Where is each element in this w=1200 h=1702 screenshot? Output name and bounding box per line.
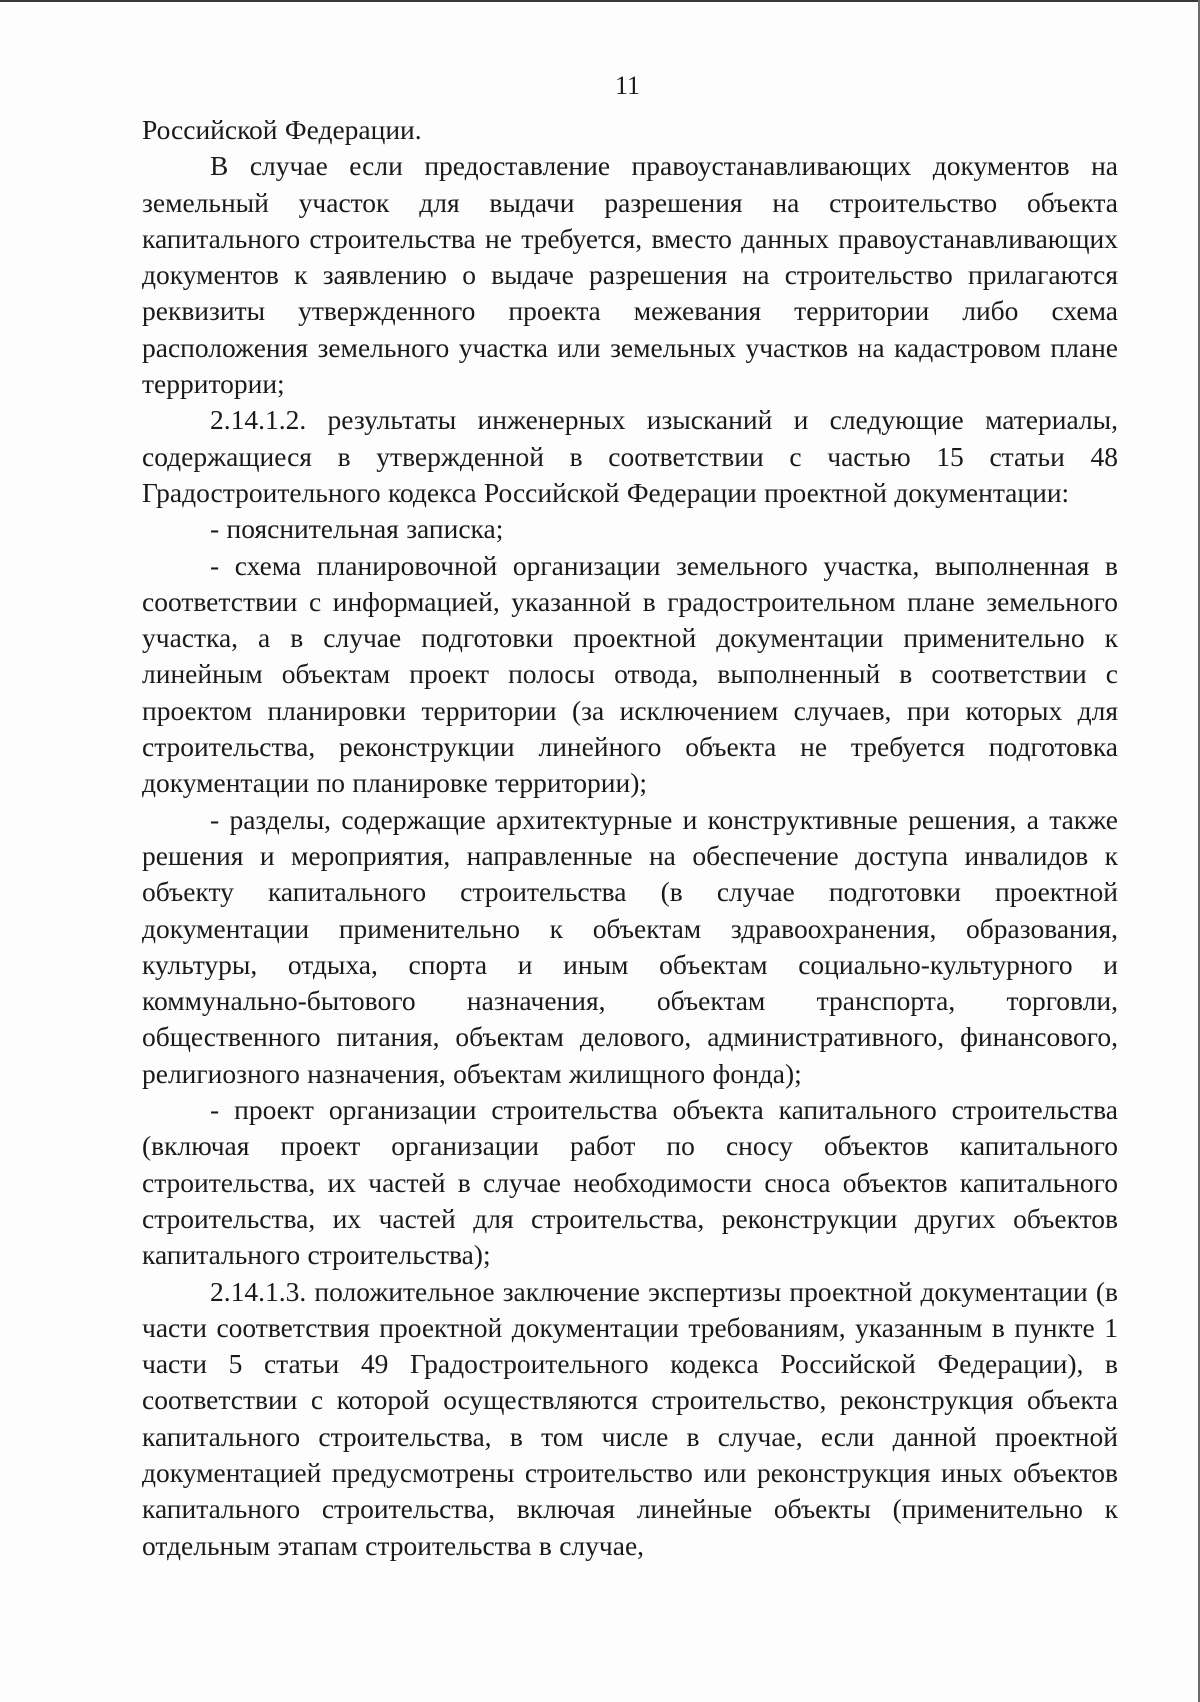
paragraph-title-documents-note: В случае если предоставление правоустанавливающих документов на земельный участок для выдачи разрешения на строительство объекта капитального строительства не требуется, вместо данных правоустанавливающих документов к заявлению о выдаче разрешения на строительство прилагаются реквизиты утвержденного проекта межевания территории либо схема расположения земельного участка или земельных участков на кадастровом плане территории; <box>142 150 1118 400</box>
document-body <box>142 112 1118 1564</box>
paragraph-item-2-14-1-2: 2.14.1.2. результаты инженерных изысканий и следующие материалы, содержащиеся в утвержденной в соответствии с частью 15 статьи 48 Градостроительного кодекса Российской Федерации проектной документации: <box>142 404 1118 508</box>
paragraph-continuation: Российской Федерации. <box>142 114 422 145</box>
paragraph-bullet-architecture-sections: - разделы, содержащие архитектурные и конструктивные решения, а также решения и мероприятия, направленные на обеспечение доступа инвалидов к объекту капитального строительства (в случае подготовки проектной документации применительно к объектам здравоохранения, образования, культуры, отдыха, спорта и иным объектам социально-культурного и коммунально-бытового назначения, объектам транспорта, торговли, общественного питания, объектам делового, административного, финансового, религиозного назначения, объектам жилищного фонда); <box>142 803 1118 1089</box>
paragraph-bullet-construction-project: - проект организации строительства объекта капитального строительства (включая проект организации работ по сносу объектов капитального строительства, их частей в случае необходимости сноса объектов капитального строительства, их частей для строительства, реконструкции других объектов капитального строительства); <box>142 1094 1118 1271</box>
page-number: 11 <box>614 71 641 100</box>
paragraph-bullet-site-plan: - схема планировочной организации земельного участка, выполненная в соответствии с информацией, указанной в градостроительном плане земельного участка, а в случае подготовки проектной документации применительно к линейным объектам проект полосы отвода, выполненный в соответствии с проектом планировки территории (за исключением случаев, при которых для строительства, реконструкции линейного объекта не требуется подготовка документации по планировке территории); <box>142 549 1118 799</box>
paragraph-item-2-14-1-3: 2.14.1.3. положительное заключение экспертизы проектной документации (в части соответствия проектной документации требованиям, указанным в пункте 1 части 5 статьи 49 Градостроительного кодекса Российской Федерации), в соответствии с которой осуществляются строительство, реконструкция объекта капитального строительства, в том числе в случае, если данной проектной документацией предусмотрены строительство или реконструкция иных объектов капитального строительства, включая линейные объекты (применительно к отдельным этапам строительства в случае, <box>142 1275 1118 1561</box>
scan-edge-top <box>0 0 1200 2</box>
paragraph-bullet-explanatory-note: - пояснительная записка; <box>210 513 504 545</box>
